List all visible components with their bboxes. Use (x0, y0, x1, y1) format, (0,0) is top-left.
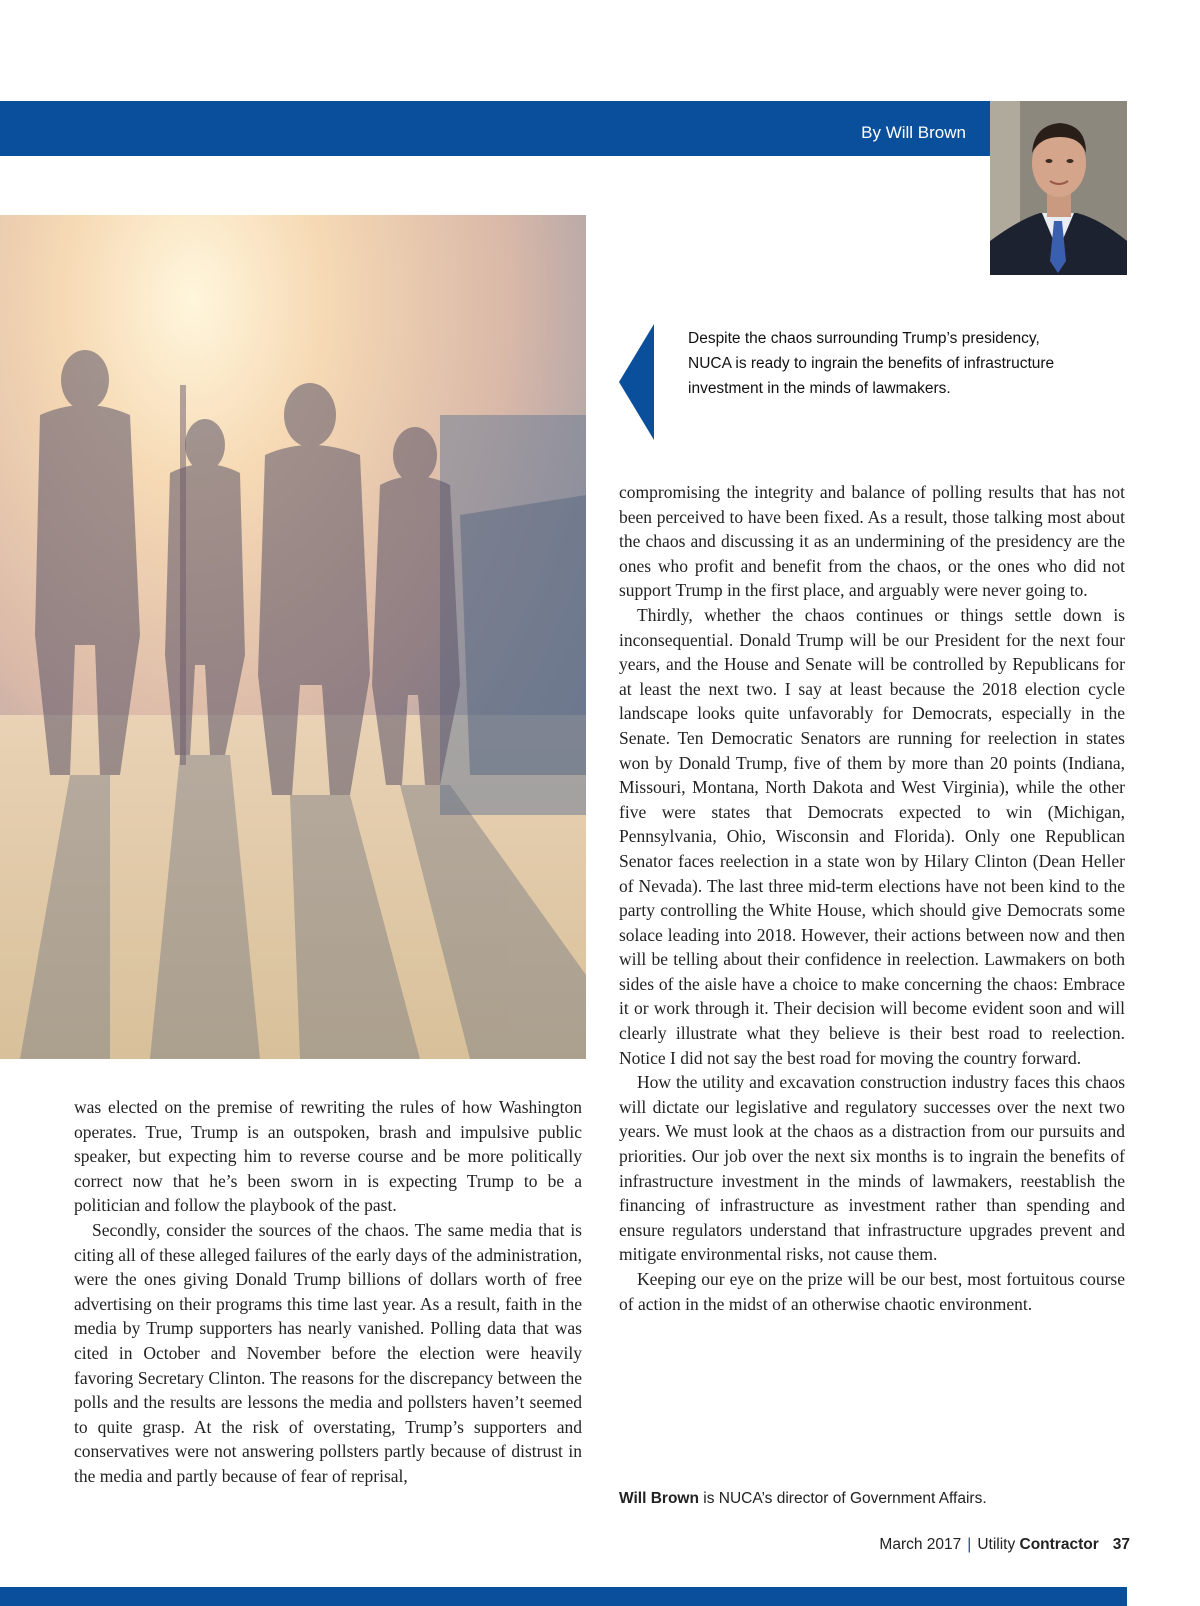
pull-quote: Despite the chaos surrounding Trump’s presidency, NUCA is ready to ingrain the benefits of infrastructure investment in the minds of lawmakers. (688, 330, 1055, 397)
author-portrait-image (990, 101, 1127, 275)
article-paragraph: Thirdly, whether the chaos continues or things settle down is inconsequential. Donald Trump will be our President for the next four years, and the House and Senate will be controlled by Republicans for at least the next two. I say at least because the 2018 election cycle landscape looks quite unfavorably for Democrats, especially in the Senate. Ten Democratic Senators are running for reelection in states won by Donald Trump, five of them by more than 20 points (Indiana, Missouri, Montana, North Dakota and West Virginia), while the other five were states that Democrats expected to win (Michigan, Pennsylvania, Ohio, Wisconsin and Florida). Only one Republican Senator faces reelection in a state won by Hilary Clinton (Dean Heller of Nevada). The last three mid-term elections have not been kind to the party controlling the White House, which should give Democrats some solace leading into 2018. However, their actions between now and then will be telling about their confidence in reelection. Lawmakers on both sides of the aisle have a choice to make concerning the chaos: Embrace it or work through it. Their decision will become evident soon and will clearly illustrate what they believe is their best road to reelection. Notice I did not say the best road for moving the country forward. (619, 604, 1125, 1068)
article-right-column (619, 480, 1125, 1316)
magazine-name-bold: Contractor (1019, 1536, 1099, 1553)
author-bio (619, 1490, 1125, 1508)
issue-date: March 2017 (879, 1536, 962, 1553)
crowd-street-image (0, 215, 586, 1059)
article-paragraph: Secondly, consider the sources of the chaos. The same media that is citing all of these alleged failures of the early days of the administration, were the ones giving Donald Trump billions of dollars worth of free advertising on their programs this time last year. As a result, faith in the media by Trump supporters has nearly vanished. Polling data that was cited in October and November before the election were heavily favoring Secretary Clinton. The reasons for the discrepancy between the polls and the results are lessons the media and pollsters haven’t seemed to quite grasp. At the risk of overstating, Trump’s supporters and conservatives were not answering pollsters partly because of distrust in the media and partly because of fear of reprisal, (74, 1219, 582, 1486)
byline: By Will Brown (861, 123, 966, 142)
header-bar (0, 101, 990, 156)
article-paragraph: was elected on the premise of rewriting the rules of how Washington operates. True, Trump is an outspoken, brash and impulsive public speaker, but expecting him to reverse course and be more politically correct now that he’s been sworn in is expecting Trump to be a politician and follow the playbook of the past. (74, 1097, 582, 1216)
author-bio-name: Will Brown (619, 1490, 699, 1507)
article-left-column (74, 1095, 582, 1489)
footer-bar (0, 1587, 1127, 1606)
author-bio-text: is NUCA’s director of Government Affairs. (698, 1490, 987, 1507)
article-paragraph: Keeping our eye on the prize will be our best, most fortuitous course of action in the midst of an otherwise chaotic environment. (619, 1269, 1125, 1314)
callout-arrow-icon (619, 324, 654, 440)
author-photo (990, 101, 1127, 275)
article-paragraph: compromising the integrity and balance of polling results that has not been perceived to have been fixed. As a result, those talking most about the chaos and discussing it as an undermining of the presidency are the ones who profit and benefit from the chaos, or the ones who did not support Trump in the first place, and arguably were never going to. (619, 482, 1125, 601)
footer-separator: | (967, 1536, 972, 1553)
page-footer (879, 1536, 1130, 1554)
magazine-name-light: Utility (977, 1536, 1020, 1553)
page-number: 37 (1112, 1536, 1130, 1553)
article-paragraph: How the utility and excavation construction industry faces this chaos will dictate our legislative and regulatory successes over the next two years. We must look at the chaos as a distraction from our pursuits and priorities. Our job over the next six months is to ingrain the benefits of infrastructure investment in the minds of lawmakers, reestablish the financing of infrastructure as investment rather than spending and ensure regulators understand that infrastructure upgrades prevent and mitigate environmental risks, not cause them. (619, 1072, 1125, 1265)
hero-photo (0, 215, 586, 1059)
